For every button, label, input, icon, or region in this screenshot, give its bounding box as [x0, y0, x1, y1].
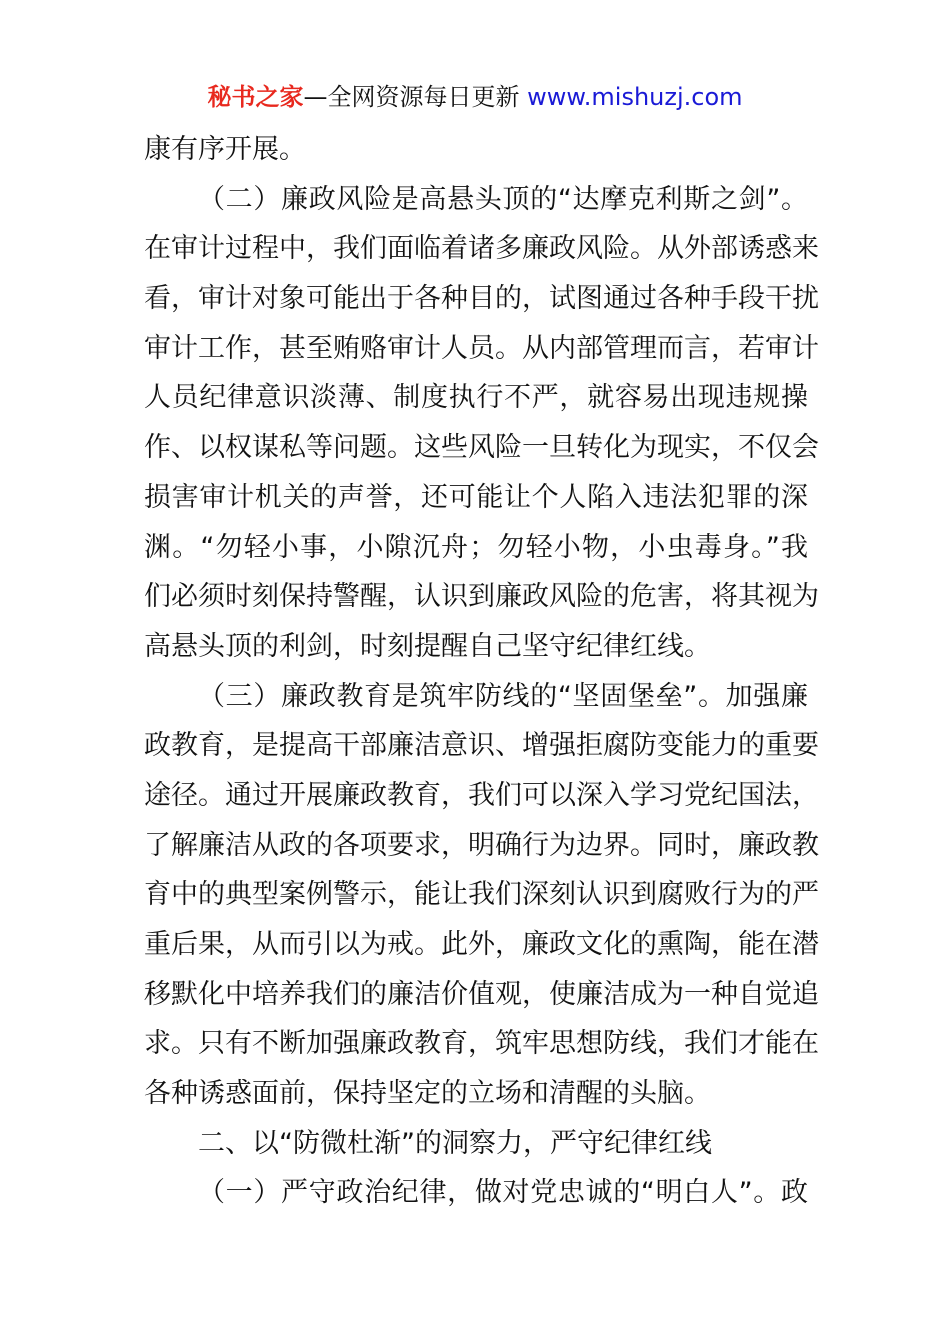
text-line: 政教育，是提高干部廉洁意识、增强拒腐防变能力的重要 [144, 730, 819, 762]
text-line: 康有序开展。 [144, 134, 306, 165]
page-header [0, 82, 950, 112]
site-tagline: —全网资源每日更新 [303, 83, 528, 111]
text-line: 了解廉洁从政的各项要求，明确行为边界。同时，廉政教 [144, 829, 819, 861]
site-url-link[interactable]: www.mishuzj.com [527, 83, 743, 111]
text-line: （一）严守政治纪律，做对党忠诚的“明白人”。政 [198, 1177, 808, 1209]
text-line: 在审计过程中，我们面临着诸多廉政风险。从外部诱惑来 [144, 233, 819, 265]
text-line: 各种诱惑面前，保持坚定的立场和清醒的头脑。 [144, 1078, 711, 1110]
text-line: 们必须时刻保持警醒，认识到廉政风险的危害，将其视为 [144, 581, 819, 613]
text-line: 高悬头顶的利剑，时刻提醒自己坚守纪律红线。 [144, 630, 711, 662]
text-line: 审计工作，甚至贿赂审计人员。从内部管理而言，若审计 [144, 332, 819, 364]
text-line: 看，审计对象可能出于各种目的，试图通过各种手段干扰 [144, 283, 819, 315]
text-line: 重后果，从而引以为戒。此外，廉政文化的熏陶，能在潜 [144, 929, 819, 960]
text-line: 人员纪律意识淡薄、制度执行不严，就容易出现违规操 [144, 382, 808, 414]
text-line: 损害审计机关的声誉，还可能让个人陷入违法犯罪的深 [144, 481, 808, 513]
text-line: 作、以权谋私等问题。这些风险一旦转化为现实，不仅会 [144, 432, 819, 464]
document-body [144, 125, 819, 1218]
text-line: 求。只有不断加强廉政教育，筑牢思想防线，我们才能在 [144, 1028, 819, 1060]
text-line: （三）廉政教育是筑牢防线的“坚固堡垒”。加强廉 [198, 680, 808, 712]
site-brand: 秘书之家 [207, 83, 304, 111]
text-line: 渊。“勿轻小事，小隙沉舟；勿轻小物，小虫毒身。”我 [144, 531, 808, 563]
text-line: （二）廉政风险是高悬头顶的“达摩克利斯之剑”。 [198, 183, 808, 215]
text-line: 二、以“防微杜渐”的洞察力，严守纪律红线 [198, 1127, 712, 1159]
text-line: 移默化中培养我们的廉洁价值观，使廉洁成为一种自觉追 [144, 978, 819, 1010]
text-line: 途径。通过开展廉政教育，我们可以深入学习党纪国法， [144, 779, 819, 811]
text-line: 育中的典型案例警示，能让我们深刻认识到腐败行为的严 [144, 879, 819, 911]
